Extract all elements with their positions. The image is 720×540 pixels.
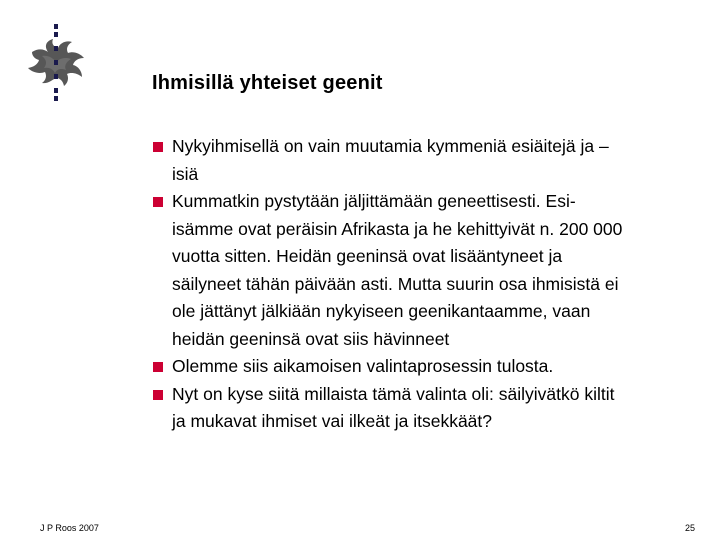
footer-author: J P Roos 2007	[40, 523, 99, 533]
bullet-line: isämme ovat peräisin Afrikasta ja he kehittyivät n. 200 000	[172, 218, 623, 239]
bullet-line: isiä	[172, 163, 199, 184]
bullet-item	[150, 381, 690, 436]
square-bullet-icon	[153, 142, 163, 152]
bullet-item	[150, 188, 690, 353]
bullet-line: ole jättänyt jälkiään nykyiseen geenikantaamme, vaan	[172, 301, 591, 321]
page-number: 25	[684, 523, 695, 533]
bullet-line: Nyt on kyse siitä millaista tämä valinta oli: säilyivätkö kiltit	[172, 383, 615, 404]
bullet-line: vuotta sitten. Heidän geeninsä ovat lisääntyneet ja	[172, 246, 563, 266]
bullet-item	[150, 133, 690, 188]
bullet-list	[150, 133, 690, 436]
bullet-line: Olemme siis aikamoisen valintaprosessin tulosta.	[172, 356, 554, 376]
square-bullet-icon	[153, 197, 163, 207]
bullet-line: Kummatkin pystytään jäljittämään geneettisesti. Esi-	[172, 191, 576, 211]
bullet-line: säilyneet tähän päivään asti. Mutta suurin osa ihmisistä ei	[172, 273, 619, 294]
square-bullet-icon	[153, 362, 163, 372]
university-flame-logo-icon	[20, 22, 90, 102]
bullet-item	[150, 353, 690, 381]
bullet-line: heidän geeninsä ovat siis hävinneet	[172, 328, 450, 349]
bullet-line: ja mukavat ihmiset vai ilkeät ja itsekkäät?	[172, 411, 492, 431]
bullet-line: Nykyihmisellä on vain muutamia kymmeniä esiäitejä ja –	[172, 136, 609, 156]
slide-title: Ihmisillä yhteiset geenit	[152, 72, 383, 94]
square-bullet-icon	[153, 390, 163, 400]
